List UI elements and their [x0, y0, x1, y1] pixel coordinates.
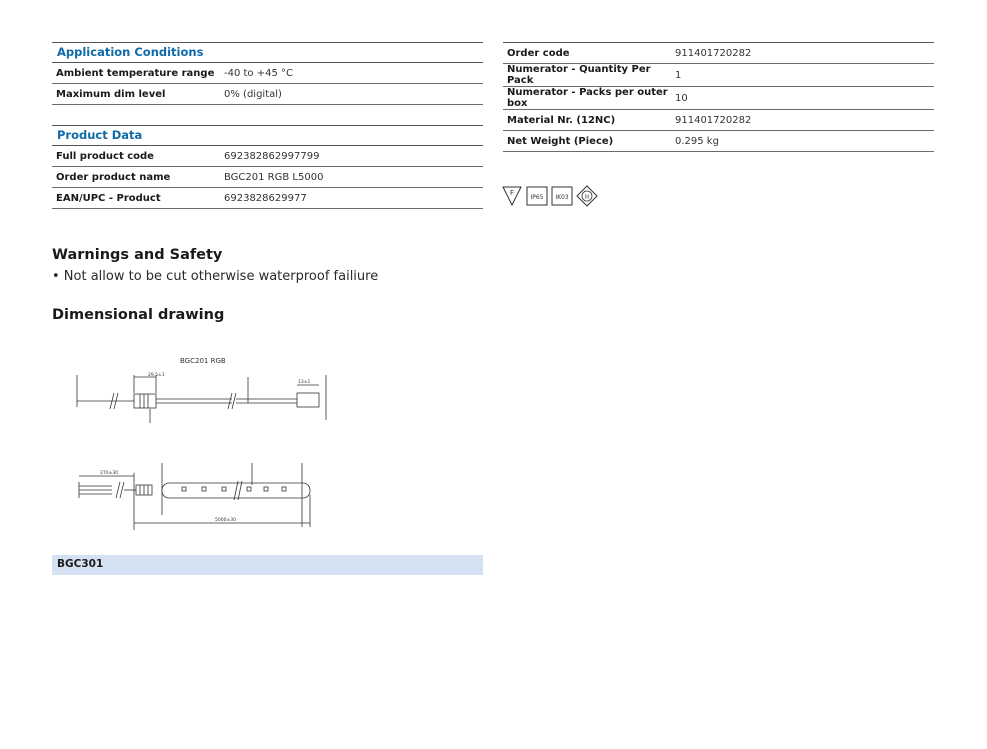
table-row — [503, 43, 934, 64]
row-value: 692382862997799 — [220, 146, 483, 167]
dim-label: 29.5±1 — [148, 373, 165, 378]
row-label: Net Weight (Piece) — [503, 131, 671, 152]
table-row — [52, 146, 483, 167]
class-iii-icon — [577, 186, 597, 206]
row-value: 0% (digital) — [220, 84, 483, 105]
section-rule — [52, 125, 483, 126]
dim-label: 5000±30 — [215, 518, 236, 523]
row-label: Numerator - Packs per outer box — [503, 87, 671, 110]
certification-icons — [502, 185, 602, 207]
svg-text:IP65: IP65 — [530, 194, 544, 201]
row-label: Ambient temperature range — [52, 63, 220, 84]
order-info-table — [503, 43, 934, 152]
svg-text:III: III — [584, 194, 590, 201]
table-row — [52, 84, 483, 105]
product-data-heading: Product Data — [57, 128, 143, 142]
row-label: Material Nr. (12NC) — [503, 110, 671, 131]
row-value: 0.295 kg — [671, 131, 934, 152]
dim-label: 270±30 — [100, 471, 119, 476]
table-row — [52, 188, 483, 209]
row-value: BGC201 RGB L5000 — [220, 167, 483, 188]
application-conditions-table — [52, 63, 483, 105]
row-value: 911401720282 — [671, 110, 934, 131]
row-label: EAN/UPC - Product — [52, 188, 220, 209]
svg-text:IK03: IK03 — [555, 194, 569, 201]
table-row — [503, 64, 934, 87]
row-value: 1 — [671, 64, 934, 87]
row-label: Order product name — [52, 167, 220, 188]
dim-label: 13±1 — [298, 380, 311, 385]
product-data-table — [52, 146, 483, 209]
row-value: 10 — [671, 87, 934, 110]
model-bar-label: BGC301 — [57, 558, 104, 570]
ip-rating-icon — [527, 187, 547, 205]
row-value: 6923828629977 — [220, 188, 483, 209]
dimensional-drawing-heading: Dimensional drawing — [52, 307, 225, 323]
row-value: -40 to +45 °C — [220, 63, 483, 84]
application-conditions-heading: Application Conditions — [57, 45, 204, 59]
row-label: Numerator - Quantity Per Pack — [503, 64, 671, 87]
f-mark-icon — [503, 187, 521, 205]
table-top-rule — [52, 42, 483, 43]
warnings-heading: Warnings and Safety — [52, 247, 223, 263]
table-row — [503, 110, 934, 131]
ik-rating-icon — [552, 187, 572, 205]
row-label: Full product code — [52, 146, 220, 167]
svg-text:F: F — [509, 189, 515, 197]
row-label: Order code — [503, 43, 671, 64]
model-bar — [52, 555, 483, 575]
dimensional-drawing — [52, 345, 352, 535]
table-row — [503, 131, 934, 152]
row-value: 911401720282 — [671, 43, 934, 64]
row-label: Maximum dim level — [52, 84, 220, 105]
warning-item: • Not allow to be cut otherwise waterproof failiure — [52, 269, 379, 284]
drawing-title: BGC201 RGB — [180, 357, 226, 365]
table-row — [52, 63, 483, 84]
side-view — [77, 375, 326, 423]
table-row — [52, 167, 483, 188]
table-row — [503, 87, 934, 110]
